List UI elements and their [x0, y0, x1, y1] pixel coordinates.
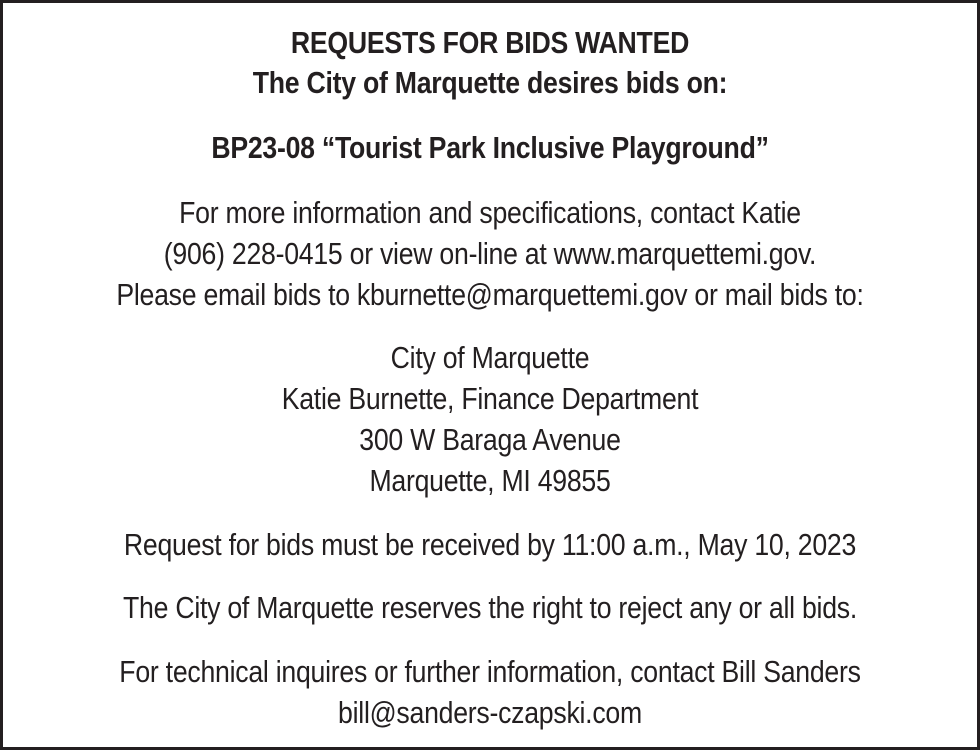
- address-line: Katie Burnette, Finance Department: [281, 381, 699, 416]
- notice-subheading: The City of Marquette desires bids on:: [252, 65, 728, 100]
- rights-text: The City of Marquette reserves the right to reject any or all bids.: [123, 590, 857, 625]
- address-line: 300 W Baraga Avenue: [359, 422, 621, 457]
- notice-heading: REQUESTS FOR BIDS WANTED: [290, 25, 690, 60]
- deadline-text: Request for bids must be received by 11:00 a.m., May 10, 2023: [123, 527, 857, 562]
- technical-contact-line: For technical inquires or further information, contact Bill Sanders: [119, 654, 861, 689]
- address-line: Marquette, MI 49855: [369, 463, 611, 498]
- project-title: BP23-08 “Tourist Park Inclusive Playground”: [211, 130, 769, 165]
- info-line: Please email bids to kburnette@marquettemi.gov or mail bids to:: [116, 277, 864, 312]
- address-line: City of Marquette: [390, 340, 590, 375]
- technical-contact-email: bill@sanders-czapski.com: [338, 695, 642, 730]
- info-line: (906) 228-0415 or view on-line at www.marquettemi.gov.: [163, 236, 817, 271]
- info-line: For more information and specifications, contact Katie: [179, 195, 801, 230]
